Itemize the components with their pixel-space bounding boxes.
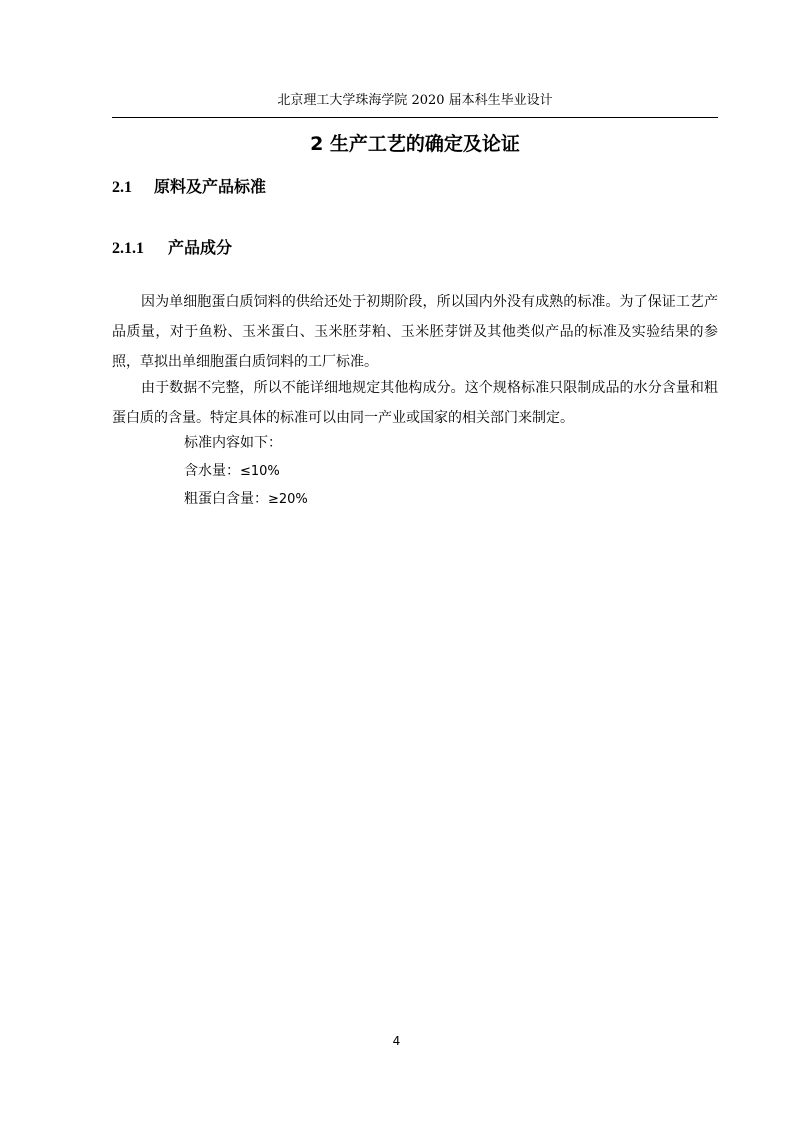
subsection-title: 产品成分 <box>168 238 233 257</box>
section-title: 原料及产品标准 <box>154 177 267 196</box>
running-header: 北京理工大学珠海学院 2020 届本科生毕业设计 <box>277 93 553 108</box>
chapter-title: 2 生产工艺的确定及论证 <box>310 133 520 155</box>
paragraph: 因为单细胞蛋白质饲料的供给还处于初期阶段，所以国内外没有成熟的标准。为了保证工艺产品质量，对于鱼粉、玉米蛋白、玉米胚芽粕、玉米胚芽饼及其他类似产品的标准及实验结果的参照，草拟出单细胞蛋白质饲料的工厂标准。 <box>112 294 718 370</box>
standard-intro: 标准内容如下： <box>184 435 282 451</box>
paragraph: 由于数据不完整，所以不能详细地规定其他构成分。这个规格标准只限制成品的水分含量和粗蛋白质的含量。特定具体的标准可以由同一产业或国家的相关部门来制定。 <box>112 380 718 426</box>
standard-item-moisture <box>184 456 280 487</box>
standard-item-crude-protein <box>184 484 308 515</box>
standard-label: 粗蛋白含量： <box>184 491 268 507</box>
subsection-heading <box>112 236 232 261</box>
standard-label: 含水量： <box>184 463 240 479</box>
standard-value: ≤10% <box>240 464 280 479</box>
section-heading <box>112 175 266 200</box>
header-rule <box>112 117 718 118</box>
page-number: 4 <box>392 1034 401 1048</box>
subsection-number: 2.1.1 <box>112 240 144 257</box>
standard-value: ≥20% <box>268 492 308 507</box>
section-number: 2.1 <box>112 179 132 196</box>
